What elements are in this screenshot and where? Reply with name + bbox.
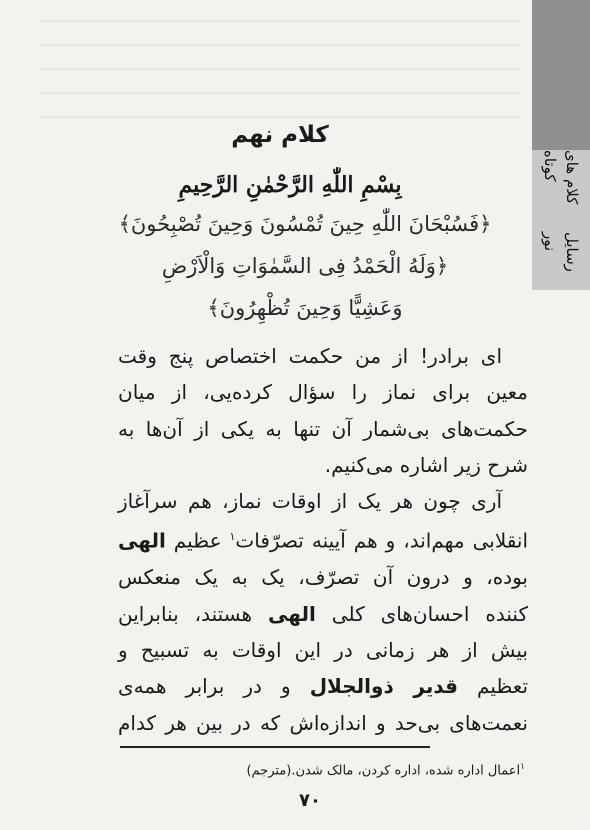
paragraph-2: [118, 483, 528, 741]
text-line: شرح زیر اشاره می‌کنیم.: [324, 452, 528, 477]
chapter-heading: کلام نهم: [231, 122, 329, 148]
text-line: [118, 668, 528, 704]
text-segment: کننده احسان‌های کلی: [315, 601, 528, 626]
footnote-reference[interactable]: ۱: [229, 530, 236, 544]
text-segment: هستند، بنابراین: [118, 601, 269, 626]
footnote-divider: [120, 746, 430, 748]
text-segment: تعظیم: [457, 674, 529, 699]
bold-term: الهی: [118, 529, 166, 554]
text-segment: و در برابر همه‌ی: [118, 674, 310, 699]
bleed-through-texture: [40, 20, 520, 130]
text-line: آری چون هر یک از اوقات نماز، هم سرآغاز: [118, 489, 502, 514]
verse-line-2: ﴿وَلَهُ الْحَمْدُ فِى السَّمٰوَاتِ وَالْاَرْضِ: [161, 254, 449, 278]
text-line: [118, 596, 528, 632]
footnote-text: اعمال اداره شده، اداره کردن، مالک شدن.(مترجم): [246, 763, 521, 779]
bold-term: قدیر ذوالجلال: [309, 674, 458, 699]
verse-line-3: وَعَشِيًّا وَحِينَ تُظْهِرُونَ﴾: [207, 296, 403, 320]
page-number: ۷۰: [299, 790, 321, 811]
side-label-line1: کلام های کوتاه: [541, 150, 581, 205]
text-line: نعمت‌های بی‌حد و اندازه‌اش که در بین هر کدام: [118, 710, 528, 735]
bold-term: الهی: [268, 601, 316, 626]
side-label: [532, 150, 590, 290]
side-label-line2: رسایل نور: [541, 232, 581, 273]
paragraph-1: [118, 338, 528, 483]
text-line: معین برای نماز را سؤال کرده‌یی، از میان: [118, 380, 528, 405]
text-line: حکمت‌های بی‌شمار آن تنها به یکی از آن‌ها به: [118, 416, 528, 441]
text-line: [118, 519, 528, 559]
footnote-marker: ۱: [520, 762, 525, 772]
verse-line-1: ﴿فَسُبْحَانَ اللّٰهِ حِينَ تُمْسُونَ وَحِينَ تُصْبِحُونَ﴾: [118, 212, 492, 236]
footnote: [120, 762, 525, 778]
text-line: بیش از هر زمانی در این اوقات به تسبیح و: [118, 638, 528, 663]
text-line: بوده، و درون آن تصرّف، یک به یک منعکس: [118, 565, 528, 590]
text-line: ای برادر! از من حکمت اختصاص پنج وقت: [118, 344, 502, 368]
text-segment: انقلابی مهم‌اند، و هم آیینه تصرّفات: [235, 529, 528, 554]
text-segment: عظیم: [165, 529, 230, 554]
body-text: [118, 338, 528, 741]
basmala: بِسْمِ اللّٰهِ الرَّحْمٰنِ الرَّحِيمِ: [178, 172, 402, 198]
